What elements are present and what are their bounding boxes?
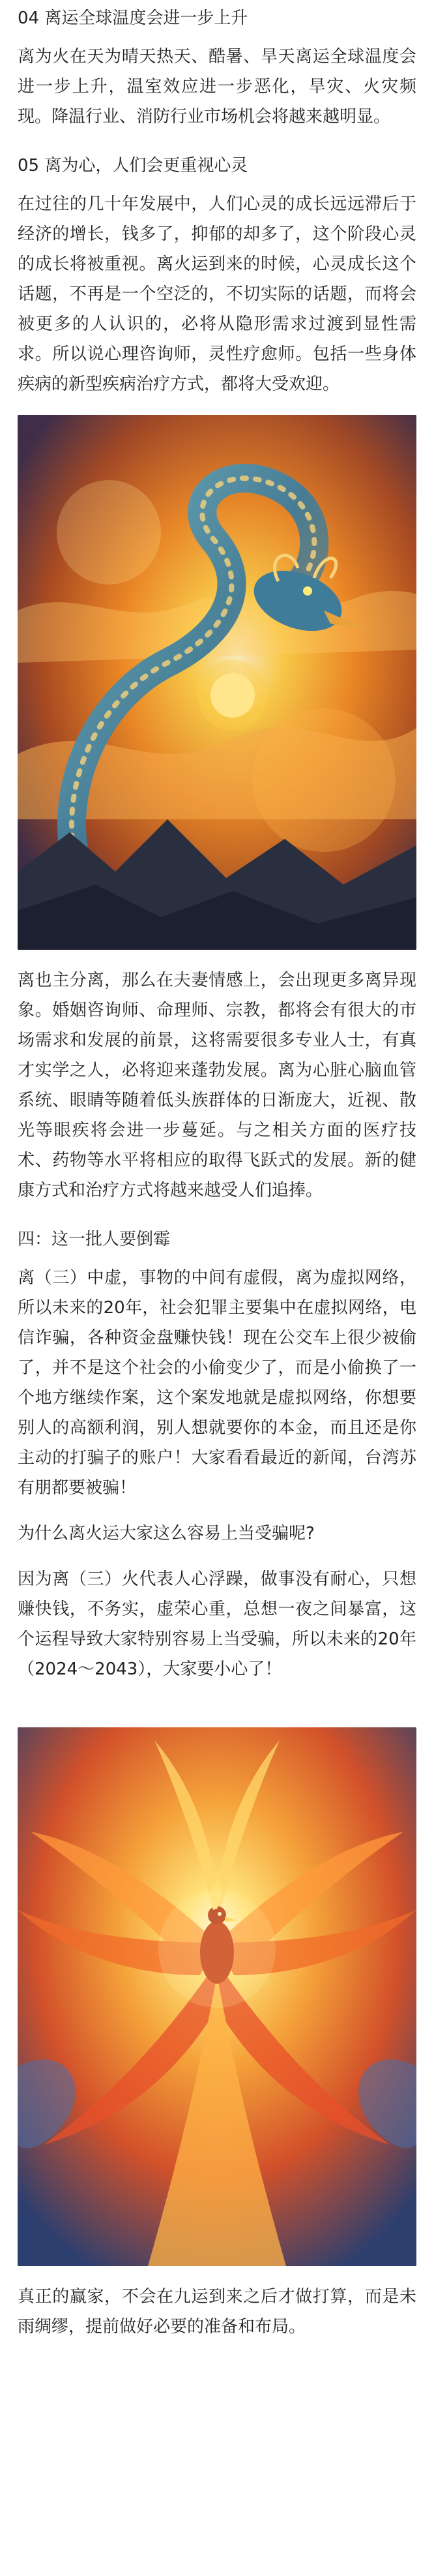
section-05-body: 在过往的几十年发展中，人们心灵的成长远远滞后于经济的增长，钱多了，抑郁的却多了，这个阶段心灵的成长将被重视。离火运到来的时候，心灵成长这个话题，不再是一个空泛的，不切实际的话题，而将会被更多的人认识的，必将从隐形需求过渡到显性需求。所以说心理咨询师，灵性疗愈师。包括一些身体疾病的新型疾病治疗方式，都将大受欢迎。 [18,194,416,394]
question-line: 为什么离火运大家这么容易上当受骗呢? [18,1524,315,1543]
section-04-body: 离为火在天为晴天热天、酷暑、旱天离运全球温度会进一步上升，温室效应进一步恶化，旱灾、火灾频现。降温行业、消防行业市场机会将越来越明显。 [18,47,416,127]
section-04-heading: 04 离运全球温度会进一步上升 [18,8,248,28]
section-4-heading: 四：这一批人要倒霉 [18,1230,171,1249]
separation-paragraph: 离也主分离，那么在夫妻情感上，会出现更多离异现象。婚姻咨询师、命理师、宗教，都将会有很大的市场需求和发展的前景，这将需要很多专业人士，有真才实学之人，必将迎来蓬勃发展。离为心脏心脑血管系统、眼睛等随着低头族群体的日渐庞大，近视、散光等眼疾将会进一步蔓延。与之相关方面的医疗技术、药物等水平将相应的取得飞跃式的发展。新的健康方式和治疗方式将越来越受人们追捧。 [18,971,416,1200]
section-4-body: 离（三）中虚，事物的中间有虚假，离为虚拟网络，所以未来的20年，社会犯罪主要集中在虚拟网络，电信诈骗，各种资金盘赚快钱！现在公交车上很少被偷了，并不是这个社会的小偷变少了，而是小偷换了一个地方继续作案，这个案发地就是虚拟网络，你想要别人的高额利润，别人想就要你的本金，而且还是你主动的打骗子的账户！大家看看最近的新闻，台湾苏有朋都要被骗！ [18,1268,416,1498]
closing-paragraph: 真正的赢家，不会在九运到来之后才做打算，而是未雨绸缪，提前做好必要的准备和布局。 [18,2287,416,2337]
dragon-image [18,415,416,950]
dragon-illustration [18,415,416,950]
phoenix-illustration [18,1727,416,2266]
section-05-heading: 05 离为心，人们会更重视心灵 [18,156,248,175]
phoenix-image [18,1727,416,2266]
answer-paragraph: 因为离（三）火代表人心浮躁，做事没有耐心，只想赚快钱，不务实，虚荣心重，总想一夜之间暴富，这个运程导致大家特别容易上当受骗，所以未来的20年（2024～2043），大家要小心了！ [18,1569,416,1679]
